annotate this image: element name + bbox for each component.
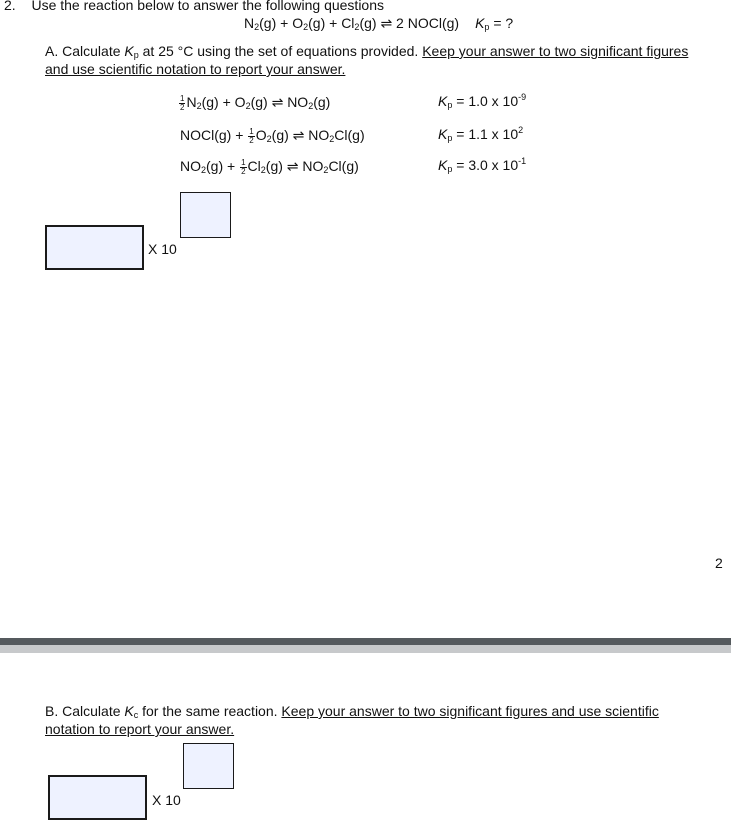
question-prompt: Use the reaction below to answer the following questions xyxy=(31,0,385,13)
question-number: 2. xyxy=(4,0,16,13)
equation-1-k: $K_p = 1.0$ x $10^{-9}$ xyxy=(438,92,527,110)
equation-3: $NO_2(g)$ + $\frac{1}{2}$ $Cl_2(g)$ ⇌ $NO_2Cl(g)$ xyxy=(180,157,359,176)
part-b-label: B. xyxy=(45,703,59,719)
part-a-instructions: A. Calculate $K_p$ at 25 °C using the set of equations provided. Keep your answer to two significant figures and use scientific notation to report your answer. xyxy=(45,43,689,77)
question-header xyxy=(4,0,384,13)
part-b-exponent-input[interactable] xyxy=(183,743,234,789)
part-a-coefficient-input[interactable] xyxy=(45,225,144,270)
equation-2-k: $K_p = 1.1$ x $10^2$ xyxy=(438,125,524,143)
page-divider-light xyxy=(0,645,731,653)
equation-3-k: $K_p = 3.0$ x $10^{-1}$ xyxy=(438,156,527,174)
part-b-coefficient-input[interactable] xyxy=(48,775,147,820)
page-divider-dark xyxy=(0,638,731,645)
part-a-exponent-input[interactable] xyxy=(180,192,231,238)
part-a-times-ten-label: X 10 xyxy=(148,241,177,257)
part-b-instructions: B. Calculate $K_c$ for the same reaction. Keep your answer to two significant figures and use scientific notation to report your answer. xyxy=(45,703,659,737)
fraction-one-half: $\frac{1}{2}$ xyxy=(241,157,246,176)
part-b-times-ten-label: X 10 xyxy=(152,792,181,808)
part-a-label: A. xyxy=(45,43,59,59)
fraction-one-half: $\frac{1}{2}$ xyxy=(249,126,254,145)
overall-reaction: $N_2(g) + O_2(g) + Cl_2(g)$ ⇌ 2 NOCl(g) $K_p$ = ? xyxy=(244,15,514,32)
equation-1: $\frac{1}{2}$ $N_2(g) + O_2(g)$ ⇌ $NO_2(g)$ xyxy=(180,93,331,112)
fraction-one-half: $\frac{1}{2}$ xyxy=(180,93,185,112)
page-number: 2 xyxy=(715,555,723,571)
equation-2: NOCl(g) + $\frac{1}{2}$ $O_2(g)$ ⇌ $NO_2Cl(g)$ xyxy=(180,126,365,145)
